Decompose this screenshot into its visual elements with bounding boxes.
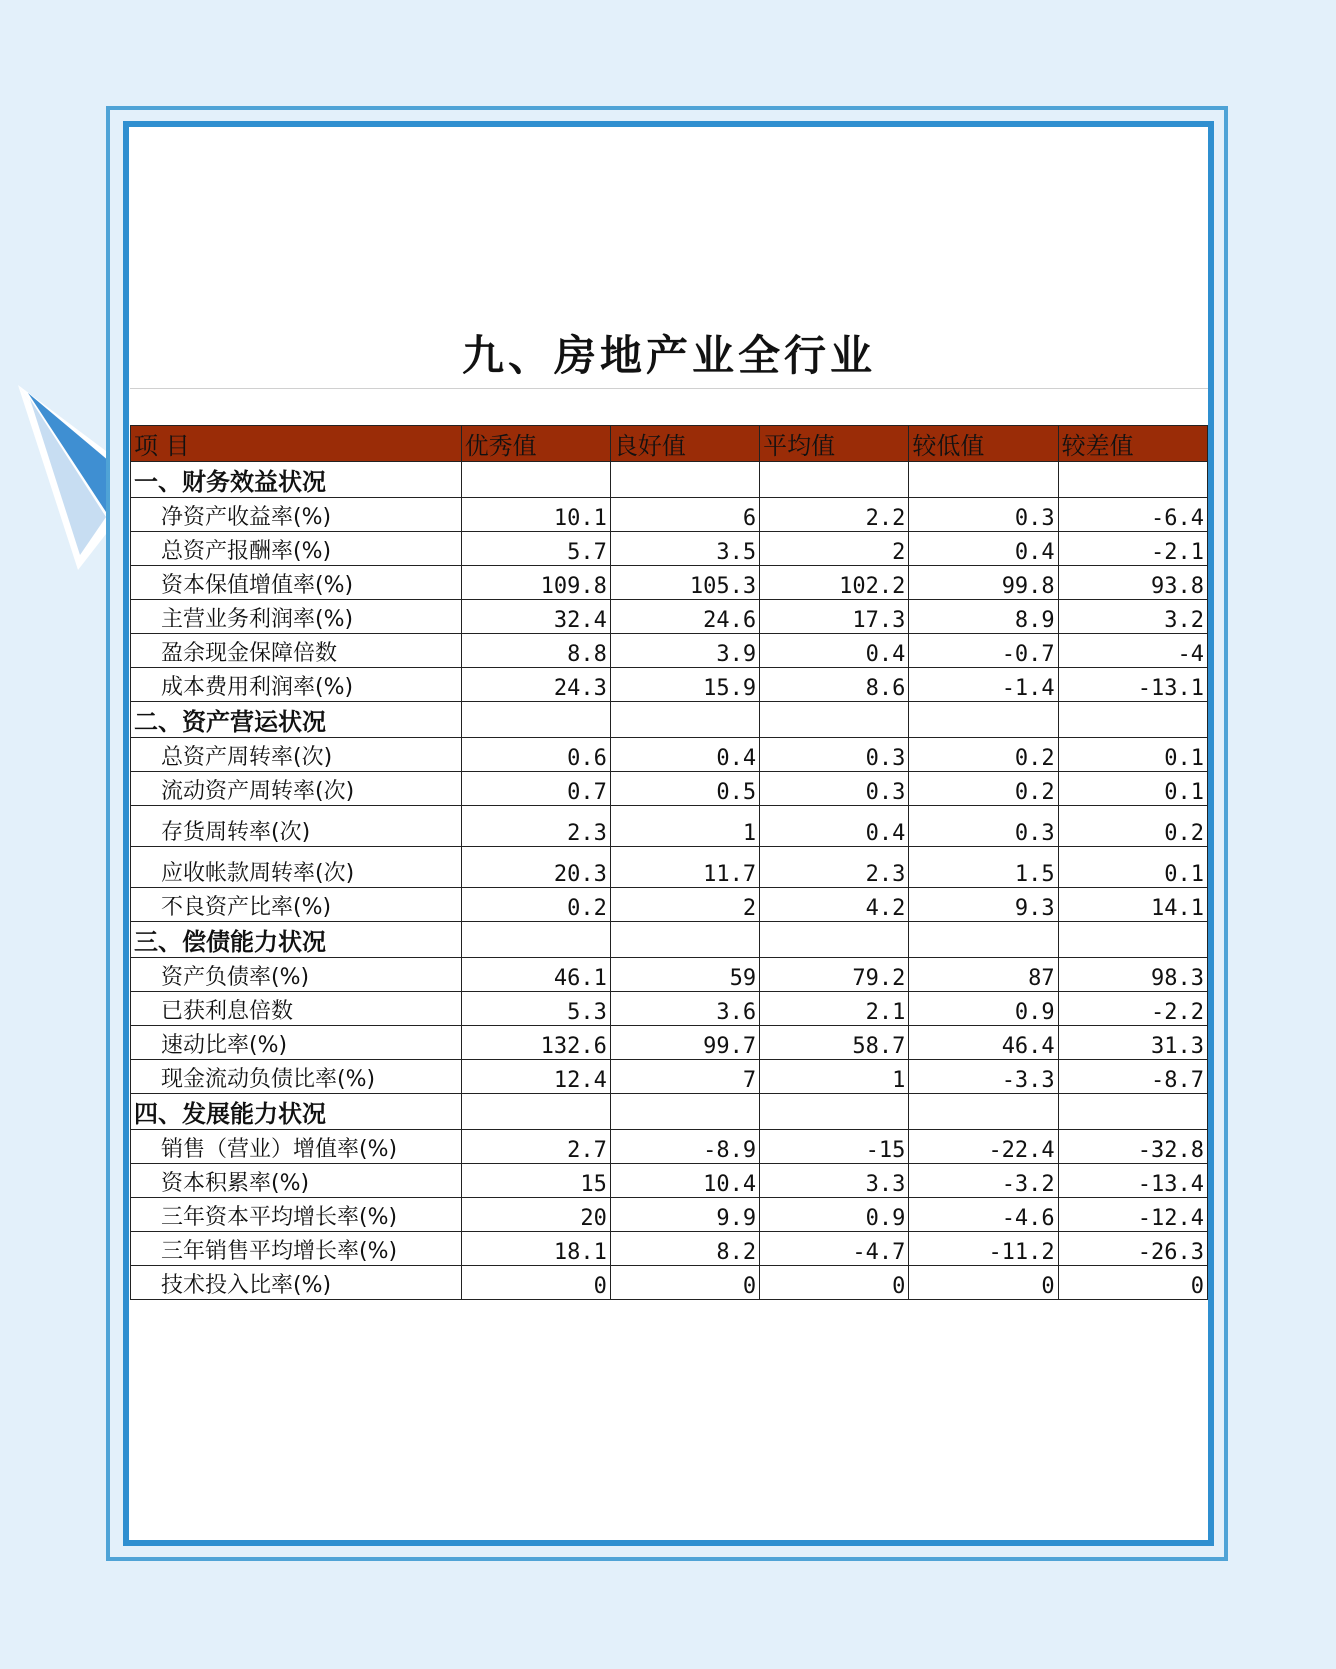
value-cell: 3.2 — [1058, 600, 1207, 634]
value-cell: 24.6 — [610, 600, 759, 634]
value-cell: -0.7 — [909, 634, 1058, 668]
value-cell: 8.8 — [461, 634, 610, 668]
value-cell — [1058, 922, 1207, 958]
value-cell — [760, 1094, 909, 1130]
row-label: 不良资产比率(%) — [131, 888, 462, 922]
value-cell: 2.3 — [461, 806, 610, 847]
table-row — [131, 1130, 1208, 1164]
value-cell — [461, 1094, 610, 1130]
value-cell: -8.9 — [610, 1130, 759, 1164]
value-cell: 93.8 — [1058, 566, 1207, 600]
value-cell: 0.1 — [1058, 772, 1207, 806]
value-cell: 0.9 — [760, 1198, 909, 1232]
value-cell: 0.3 — [909, 806, 1058, 847]
value-cell: 79.2 — [760, 958, 909, 992]
column-header: 较差值 — [1058, 426, 1207, 462]
value-cell: 18.1 — [461, 1232, 610, 1266]
value-cell: 2.2 — [760, 498, 909, 532]
value-cell: 2.1 — [760, 992, 909, 1026]
value-cell: -11.2 — [909, 1232, 1058, 1266]
value-cell: 0.2 — [909, 772, 1058, 806]
table-row — [131, 992, 1208, 1026]
row-label: 总资产周转率(次) — [131, 738, 462, 772]
table-row — [131, 1060, 1208, 1094]
value-cell: 0.7 — [461, 772, 610, 806]
row-label: 流动资产周转率(次) — [131, 772, 462, 806]
value-cell: 11.7 — [610, 847, 759, 888]
value-cell: -3.2 — [909, 1164, 1058, 1198]
value-cell: -22.4 — [909, 1130, 1058, 1164]
section-row — [131, 702, 1208, 738]
value-cell: 9.3 — [909, 888, 1058, 922]
value-cell: 0.4 — [610, 738, 759, 772]
value-cell — [461, 462, 610, 498]
value-cell: 0 — [1058, 1266, 1207, 1300]
section-label: 二、资产营运状况 — [131, 702, 462, 738]
value-cell: 0.2 — [909, 738, 1058, 772]
value-cell: 0.6 — [461, 738, 610, 772]
row-label: 三年资本平均增长率(%) — [131, 1198, 462, 1232]
value-cell: 0.3 — [760, 738, 909, 772]
row-label: 销售（营业）增值率(%) — [131, 1130, 462, 1164]
value-cell: 1 — [760, 1060, 909, 1094]
value-cell: -13.4 — [1058, 1164, 1207, 1198]
value-cell: 105.3 — [610, 566, 759, 600]
column-header: 项 目 — [131, 426, 462, 462]
value-cell: 31.3 — [1058, 1026, 1207, 1060]
value-cell — [909, 702, 1058, 738]
table-row — [131, 806, 1208, 847]
column-header: 较低值 — [909, 426, 1058, 462]
value-cell: 14.1 — [1058, 888, 1207, 922]
value-cell — [909, 1094, 1058, 1130]
value-cell: 0 — [461, 1266, 610, 1300]
table-row — [131, 1198, 1208, 1232]
value-cell: 0.4 — [909, 532, 1058, 566]
section-label: 三、偿债能力状况 — [131, 922, 462, 958]
table-row — [131, 532, 1208, 566]
row-label: 总资产报酬率(%) — [131, 532, 462, 566]
row-label: 资产负债率(%) — [131, 958, 462, 992]
table-row — [131, 566, 1208, 600]
value-cell: 12.4 — [461, 1060, 610, 1094]
value-cell: 17.3 — [760, 600, 909, 634]
table-row — [131, 772, 1208, 806]
value-cell: -32.8 — [1058, 1130, 1207, 1164]
table-row — [131, 498, 1208, 532]
table-row — [131, 634, 1208, 668]
value-cell: -12.4 — [1058, 1198, 1207, 1232]
table-row — [131, 888, 1208, 922]
value-cell: 20 — [461, 1198, 610, 1232]
value-cell: 6 — [610, 498, 759, 532]
value-cell — [1058, 1094, 1207, 1130]
section-row — [131, 462, 1208, 498]
value-cell: 0.2 — [461, 888, 610, 922]
row-label: 速动比率(%) — [131, 1026, 462, 1060]
value-cell — [760, 462, 909, 498]
value-cell: -3.3 — [909, 1060, 1058, 1094]
value-cell: 0.4 — [760, 634, 909, 668]
table-row — [131, 1266, 1208, 1300]
value-cell: 1.5 — [909, 847, 1058, 888]
value-cell: 0 — [610, 1266, 759, 1300]
value-cell: -8.7 — [1058, 1060, 1207, 1094]
row-label: 技术投入比率(%) — [131, 1266, 462, 1300]
value-cell — [610, 702, 759, 738]
table-row — [131, 600, 1208, 634]
value-cell: 15.9 — [610, 668, 759, 702]
value-cell: -4.7 — [760, 1232, 909, 1266]
value-cell: -1.4 — [909, 668, 1058, 702]
value-cell — [610, 922, 759, 958]
value-cell: -2.1 — [1058, 532, 1207, 566]
value-cell: 0.1 — [1058, 847, 1207, 888]
row-label: 应收帐款周转率(次) — [131, 847, 462, 888]
value-cell — [760, 702, 909, 738]
row-label: 资本积累率(%) — [131, 1164, 462, 1198]
value-cell: 10.1 — [461, 498, 610, 532]
value-cell — [760, 922, 909, 958]
value-cell: 0 — [760, 1266, 909, 1300]
value-cell: 99.8 — [909, 566, 1058, 600]
value-cell — [610, 1094, 759, 1130]
row-label: 三年销售平均增长率(%) — [131, 1232, 462, 1266]
value-cell: 7 — [610, 1060, 759, 1094]
value-cell: 3.6 — [610, 992, 759, 1026]
value-cell: -2.2 — [1058, 992, 1207, 1026]
table-row — [131, 1026, 1208, 1060]
value-cell: 8.2 — [610, 1232, 759, 1266]
value-cell: 0.3 — [760, 772, 909, 806]
value-cell: 4.2 — [760, 888, 909, 922]
value-cell: 2 — [610, 888, 759, 922]
row-label: 已获利息倍数 — [131, 992, 462, 1026]
table-row — [131, 958, 1208, 992]
value-cell: -4.6 — [909, 1198, 1058, 1232]
value-cell: 0.9 — [909, 992, 1058, 1026]
value-cell: 3.9 — [610, 634, 759, 668]
table-row — [131, 738, 1208, 772]
value-cell — [909, 462, 1058, 498]
page-title: 九、房地产业全行业 — [130, 330, 1208, 389]
value-cell: -26.3 — [1058, 1232, 1207, 1266]
value-cell: 8.6 — [760, 668, 909, 702]
value-cell: 3.3 — [760, 1164, 909, 1198]
value-cell: 8.9 — [909, 600, 1058, 634]
value-cell: 132.6 — [461, 1026, 610, 1060]
value-cell — [909, 922, 1058, 958]
value-cell: 0.3 — [909, 498, 1058, 532]
value-cell: 59 — [610, 958, 759, 992]
value-cell: 20.3 — [461, 847, 610, 888]
value-cell — [1058, 702, 1207, 738]
value-cell: 2 — [760, 532, 909, 566]
value-cell: 5.7 — [461, 532, 610, 566]
value-cell: 99.7 — [610, 1026, 759, 1060]
section-row — [131, 922, 1208, 958]
value-cell: 2.7 — [461, 1130, 610, 1164]
table-row — [131, 668, 1208, 702]
value-cell: 1 — [610, 806, 759, 847]
row-label: 净资产收益率(%) — [131, 498, 462, 532]
value-cell: 3.5 — [610, 532, 759, 566]
value-cell: 46.1 — [461, 958, 610, 992]
table-row — [131, 1164, 1208, 1198]
value-cell: 87 — [909, 958, 1058, 992]
value-cell: 0 — [909, 1266, 1058, 1300]
row-label: 现金流动负债比率(%) — [131, 1060, 462, 1094]
section-label: 一、财务效益状况 — [131, 462, 462, 498]
value-cell: 10.4 — [610, 1164, 759, 1198]
value-cell: 32.4 — [461, 600, 610, 634]
value-cell — [1058, 462, 1207, 498]
value-cell: 109.8 — [461, 566, 610, 600]
value-cell: -4 — [1058, 634, 1207, 668]
value-cell: 58.7 — [760, 1026, 909, 1060]
value-cell: 9.9 — [610, 1198, 759, 1232]
value-cell: 102.2 — [760, 566, 909, 600]
value-cell: 15 — [461, 1164, 610, 1198]
value-cell: 98.3 — [1058, 958, 1207, 992]
benchmark-table — [130, 425, 1208, 1300]
value-cell: 0.5 — [610, 772, 759, 806]
table-row — [131, 1232, 1208, 1266]
value-cell — [610, 462, 759, 498]
section-row — [131, 1094, 1208, 1130]
row-label: 盈余现金保障倍数 — [131, 634, 462, 668]
value-cell: 0.4 — [760, 806, 909, 847]
value-cell: -6.4 — [1058, 498, 1207, 532]
row-label: 主营业务利润率(%) — [131, 600, 462, 634]
value-cell: 2.3 — [760, 847, 909, 888]
value-cell — [461, 702, 610, 738]
spreadsheet — [130, 330, 1208, 1300]
value-cell: 5.3 — [461, 992, 610, 1026]
row-label: 存货周转率(次) — [131, 806, 462, 847]
column-header: 平均值 — [760, 426, 909, 462]
value-cell: 0.2 — [1058, 806, 1207, 847]
value-cell: -13.1 — [1058, 668, 1207, 702]
column-header: 优秀值 — [461, 426, 610, 462]
value-cell: 24.3 — [461, 668, 610, 702]
value-cell: -15 — [760, 1130, 909, 1164]
value-cell — [461, 922, 610, 958]
section-label: 四、发展能力状况 — [131, 1094, 462, 1130]
column-header: 良好值 — [610, 426, 759, 462]
row-label: 资本保值增值率(%) — [131, 566, 462, 600]
value-cell: 0.1 — [1058, 738, 1207, 772]
table-row — [131, 847, 1208, 888]
header-row — [131, 426, 1208, 462]
value-cell: 46.4 — [909, 1026, 1058, 1060]
row-label: 成本费用利润率(%) — [131, 668, 462, 702]
